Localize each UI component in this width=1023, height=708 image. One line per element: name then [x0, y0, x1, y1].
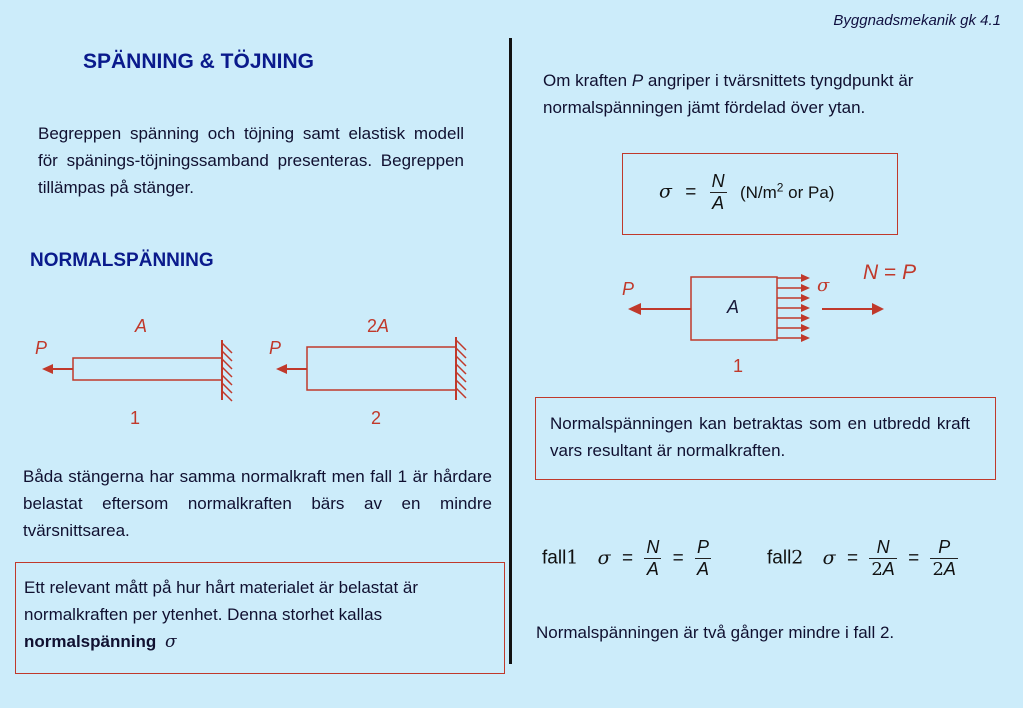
- intro-paragraph: Begreppen spänning och töjning samt elastisk modell för spänings-töjningssamband presenteras. Begreppen tillämpas på stänger.: [38, 124, 464, 197]
- definition-box: [15, 562, 505, 674]
- section-title: NORMALSPÄNNING: [30, 250, 214, 271]
- force-arrowhead-2: [276, 364, 287, 374]
- force-arrowhead-1: [42, 364, 53, 374]
- conclusion-text: Normalspänningen är två gånger mindre i fall 2.: [536, 623, 895, 642]
- distributed-force-text: Normalspänningen kan betraktas som en utbredd kraft vars resultant är normalkraften.: [550, 414, 970, 460]
- stress-arrowheads: [801, 274, 810, 342]
- cut-force-label: P: [622, 279, 635, 299]
- cut-sigma-label: σ: [817, 275, 830, 296]
- right-intro: Om kraften P angriper i tvärsnittets tyngdpunkt är normalspänningen jämt fördelad över ytan.: [543, 71, 914, 117]
- bar-2: [307, 347, 456, 390]
- stress-arrows: [777, 278, 802, 338]
- column-divider: [509, 38, 512, 664]
- bar2-case-number: 2: [371, 408, 382, 428]
- resultant-equation: N = P: [863, 261, 917, 284]
- bar1-area-label: A: [135, 316, 148, 336]
- distributed-force-box: [535, 397, 996, 480]
- bar1-case-number: 1: [130, 408, 141, 428]
- support-hatch-1: [222, 343, 232, 401]
- cut-area-label: A: [727, 297, 740, 317]
- cut-case-number: 1: [733, 356, 744, 376]
- page-title: SPÄNNING & TÖJNING: [83, 50, 315, 73]
- bar-1: [73, 358, 222, 380]
- support-hatch-2: [456, 340, 466, 398]
- resultant-arrowhead: [872, 303, 884, 315]
- case1-formula: fall1 σ = $\frac{N}{A}$ = $\frac{P}{A}$: [542, 537, 710, 579]
- bar2-area-label: 2A: [367, 316, 390, 336]
- definition-text: Ett relevant mått på hur hårt materialet är belastat är normalkraften per ytenhet. Denna storhet kallas normalspänning σ: [24, 578, 419, 652]
- formula-box: [622, 153, 898, 235]
- bar2-force-label: P: [269, 338, 282, 358]
- page-header: Byggnadsmekanik gk 4.1: [833, 12, 1001, 29]
- comparison-paragraph: Båda stängerna har samma normalkraft men fall 1 är hårdare belastat eftersom normalkraften bärs av en mindre tvärsnittsarea.: [23, 467, 492, 540]
- stress-formula: σ = $\frac{N}{A}$ ($N/m^2$ or Pa): [659, 171, 835, 213]
- bar1-force-label: P: [35, 338, 48, 358]
- case2-formula: fall2 σ = $\frac{N}{2A}$ = $\frac{P}{2A}$: [767, 537, 956, 580]
- cut-force-arrowhead: [628, 303, 641, 315]
